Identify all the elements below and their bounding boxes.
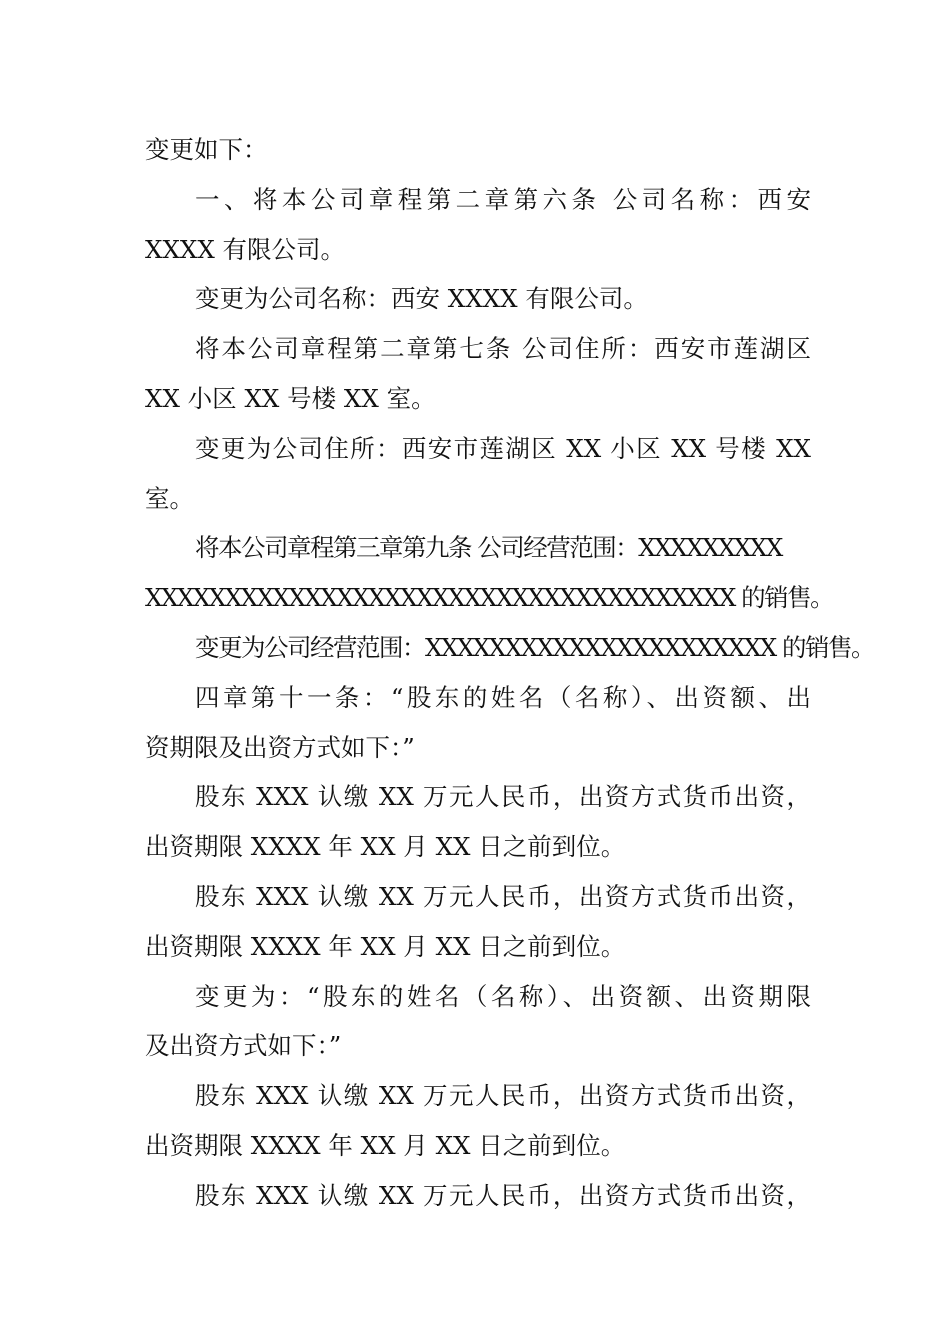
- text-line: 室。: [145, 483, 194, 513]
- text-line: 变更为公司名称：西安 XXXX 有限公司。: [195, 284, 648, 314]
- text-line: 变更为：“股东的姓名（名称）、出资额、出资期限: [195, 981, 811, 1011]
- text-line: 变更为公司住所：西安市莲湖区 XX 小区 XX 号楼 XX: [195, 433, 811, 463]
- text-line: 股东 XXX 认缴 XX 万元人民币，出资方式货币出资，: [195, 881, 811, 911]
- text-line: 出资期限 XXXX 年 XX 月 XX 日之前到位。: [145, 931, 626, 961]
- text-line: 资期限及出资方式如下：”: [145, 732, 415, 762]
- text-line: 变更为公司经营范围：XXXXXXXXXXXXXXXXXXXXXX 的销售。: [195, 632, 875, 662]
- text-line: 变更如下：: [145, 135, 268, 164]
- text-line: 股东 XXX 认缴 XX 万元人民币，出资方式货币出资，: [195, 1081, 811, 1111]
- text-line: 四章第十一条：“股东的姓名（名称）、出资额、出: [195, 682, 811, 712]
- text-line: XX 小区 XX 号楼 XX 室。: [145, 383, 436, 413]
- text-line: XXXX 有限公司。: [145, 234, 346, 264]
- text-line: 将本公司章程第三章第九条 公司经营范围：XXXXXXXXX: [195, 533, 782, 563]
- text-line: 将本公司章程第二章第七条 公司住所：西安市莲湖区: [195, 334, 811, 364]
- document-body: [145, 125, 875, 1221]
- text-line: 出资期限 XXXX 年 XX 月 XX 日之前到位。: [145, 1130, 626, 1160]
- text-line: 股东 XXX 认缴 XX 万元人民币，出资方式货币出资，: [195, 1180, 811, 1210]
- text-line: 股东 XXX 认缴 XX 万元人民币，出资方式货币出资，: [195, 782, 811, 812]
- text-line: 及出资方式如下：”: [145, 1031, 342, 1061]
- text-line: 出资期限 XXXX 年 XX 月 XX 日之前到位。: [145, 832, 626, 862]
- text-line: XXXXXXXXXXXXXXXXXXXXXXXXXXXXXXXXXXXXX 的销售。: [145, 583, 834, 613]
- text-line: 一、将本公司章程第二章第六条 公司名称：西安: [195, 184, 811, 214]
